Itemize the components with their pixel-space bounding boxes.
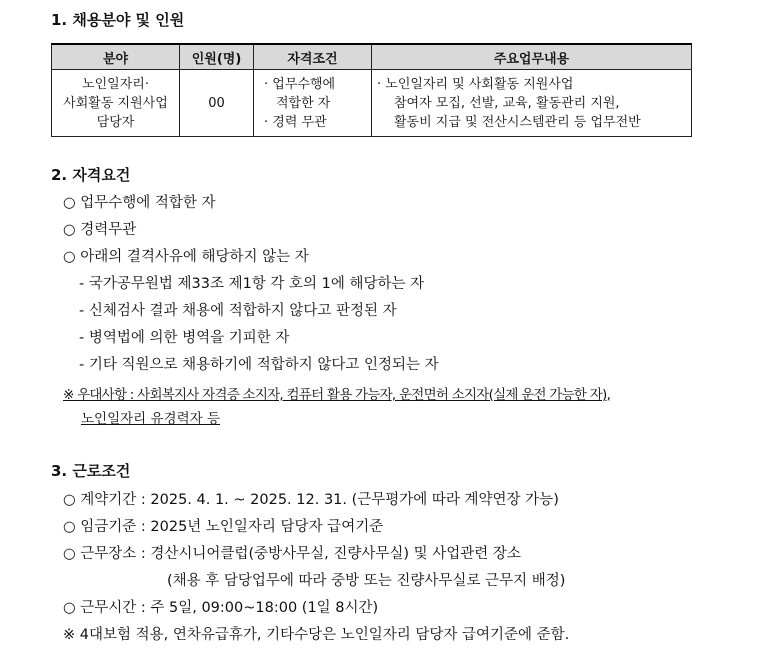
preference-note-continued: 노인일자리 유경력자 등 xyxy=(81,411,220,427)
work-location-note: (채용 후 담당업무에 따라 중방 또는 진량사무실로 근무지 배정) xyxy=(167,573,566,589)
section1-heading: 1. 채용분야 및 인원 xyxy=(51,11,185,29)
table-row xyxy=(52,70,692,137)
header-qualification: 자격조건 xyxy=(254,44,372,70)
section3-heading: 3. 근로조건 xyxy=(51,462,131,480)
preference-note: ※ 우대사항 : 사회복지사 자격증 소지자, 컴퓨터 활용 가능자, 운전면허 소지자(실제 운전 가능한 자), xyxy=(63,387,611,403)
table-header-row xyxy=(52,44,692,70)
work-location: ○ 근무장소 : 경산시니어클럽(중방사무실, 진량사무실) 및 사업관련 장소 xyxy=(63,546,521,562)
insurance-note: ※ 4대보험 적용, 연차유급휴가, 기타수당은 노인일자리 담당자 급여기준에 준함. xyxy=(63,627,570,643)
sub-item: - 국가공무원법 제33조 제1항 각 호의 1에 해당하는 자 xyxy=(79,276,425,292)
wage-standard: ○ 임금기준 : 2025년 노인일자리 담당자 급여기준 xyxy=(63,519,384,535)
cell-duties: · 노인일자리 및 사회활동 지원사업 참여자 모집, 선발, 교육, 활동관리 지원, 활동비 지급 및 전산시스템관리 등 업무전반 xyxy=(372,70,692,137)
work-hours: ○ 근무시간 : 주 5일, 09:00~18:00 (1일 8시간) xyxy=(63,600,379,616)
contract-period: ○ 계약기간 : 2025. 4. 1. ~ 2025. 12. 31. (근무평가에 따라 계약연장 가능) xyxy=(63,492,559,508)
sub-item: - 기타 직원으로 채용하기에 적합하지 않다고 인정되는 자 xyxy=(79,357,439,373)
list-item: ○ 업무수행에 적합한 자 xyxy=(63,195,216,211)
sub-item: - 병역법에 의한 병역을 기피한 자 xyxy=(79,330,290,346)
header-field: 분야 xyxy=(52,44,180,70)
list-item: ○ 경력무관 xyxy=(63,222,137,238)
section2-heading: 2. 자격요건 xyxy=(51,166,131,184)
header-duties: 주요업무내용 xyxy=(372,44,692,70)
cell-qualification: · 업무수행에 적합한 자 · 경력 무관 xyxy=(254,70,372,137)
sub-item: - 신체검사 결과 채용에 적합하지 않다고 판정된 자 xyxy=(79,303,397,319)
header-count: 인원(명) xyxy=(180,44,254,70)
list-item: ○ 아래의 결격사유에 해당하지 않는 자 xyxy=(63,249,309,265)
cell-field: 노인일자리· 사회활동 지원사업 담당자 xyxy=(52,70,180,137)
recruitment-table xyxy=(51,43,692,137)
cell-count: 00 xyxy=(180,70,254,137)
